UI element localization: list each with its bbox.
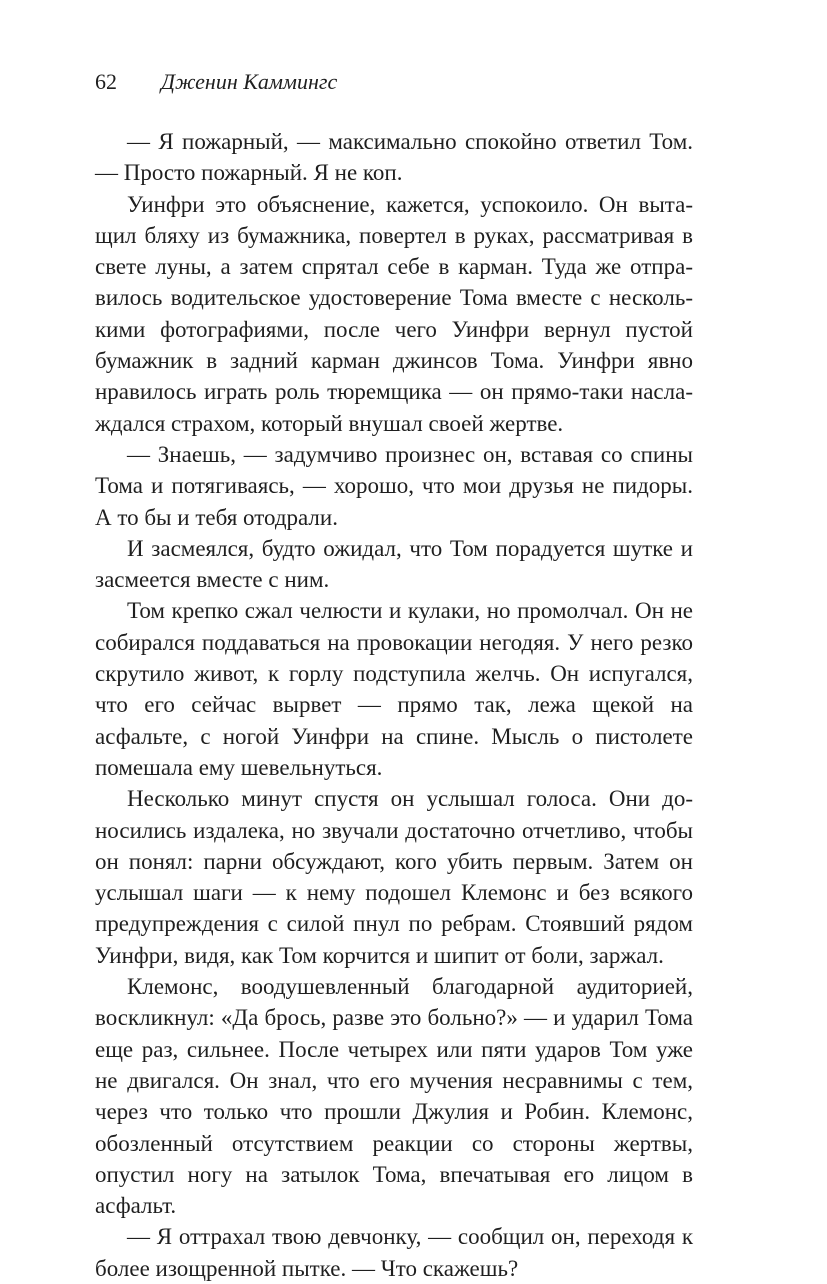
running-title: Дженин Каммингс <box>161 69 338 94</box>
paragraph: — Я пожарный, — максимально спокойно ответил Том. — Просто пожарный. Я не коп. <box>95 129 693 186</box>
paragraph: Несколько минут спустя он услышал голоса. Они доносились издалека, но звучали достаточно отчетливо, чтобы он понял: парни обсуждают, кого убить первым. Затем он услышал шаги — к нему подошел Клемонс и без всякого предупреждения с силой пнул по ребрам. Стоявший рядом Уинфри, видя, как Том корчится и шипит от боли, заржал. <box>95 786 693 968</box>
paragraph: И засмеялся, будто ожидал, что Том порадуется шутке и засмеется вместе с ним. <box>95 535 693 593</box>
page-number: 62 <box>95 69 117 94</box>
running-head <box>95 68 337 96</box>
paragraph: Клемонс, воодушевленный благодарной аудиторией, воскликнул: «Да брось, разве это больно?» — и ударил Тома еще раз, сильнее. После четырех или пяти ударов Том уже не двигался. Он знал, что его мучения несравнимы с тем, через что только что прошли Джулия и Робин. Клемонс, обозленный отсутствием реакции со стороны жертвы, опустил ногу на затылок Тома, впечатывая его лицом в асфальт. <box>95 974 693 1219</box>
paragraph: Уинфри это объяснение, кажется, успокоило. Он вытащил бляху из бумажника, повертел в руках, рассматривая в свете луны, а затем спрятал себе в карман. Туда же отправилось водительское удостоверение Тома вместе с несколькими фотографиями, после чего Уинфри вернул пустой бумажник в задний карман джинсов Тома. Уинфри явно нравилось играть роль тюремщика — он прямо-таки наслаждался страхом, который внушал своей жертве. <box>95 191 693 436</box>
paragraph: Том крепко сжал челюсти и кулаки, но промолчал. Он не собирался поддаваться на провокации негодяя. У него резко скрутило живот, к горлу подступила желчь. Он испугался, что его сейчас вырвет — прямо так, лежа щекой на асфальте, с ногой Уинфри на спине. Мысль о пистолете помешала ему шевельнуться. <box>95 598 693 780</box>
paragraph: — Я оттрахал твою девчонку, — сообщил он, переходя к более изощренной пытке. — Что скажешь? <box>95 1224 693 1281</box>
paragraph: — Знаешь, — задумчиво произнес он, вставая со спины Тома и потягиваясь, — хорошо, что мои друзья не пидоры. А то бы и тебя отодрали. <box>95 441 693 530</box>
body-text <box>95 126 693 1284</box>
